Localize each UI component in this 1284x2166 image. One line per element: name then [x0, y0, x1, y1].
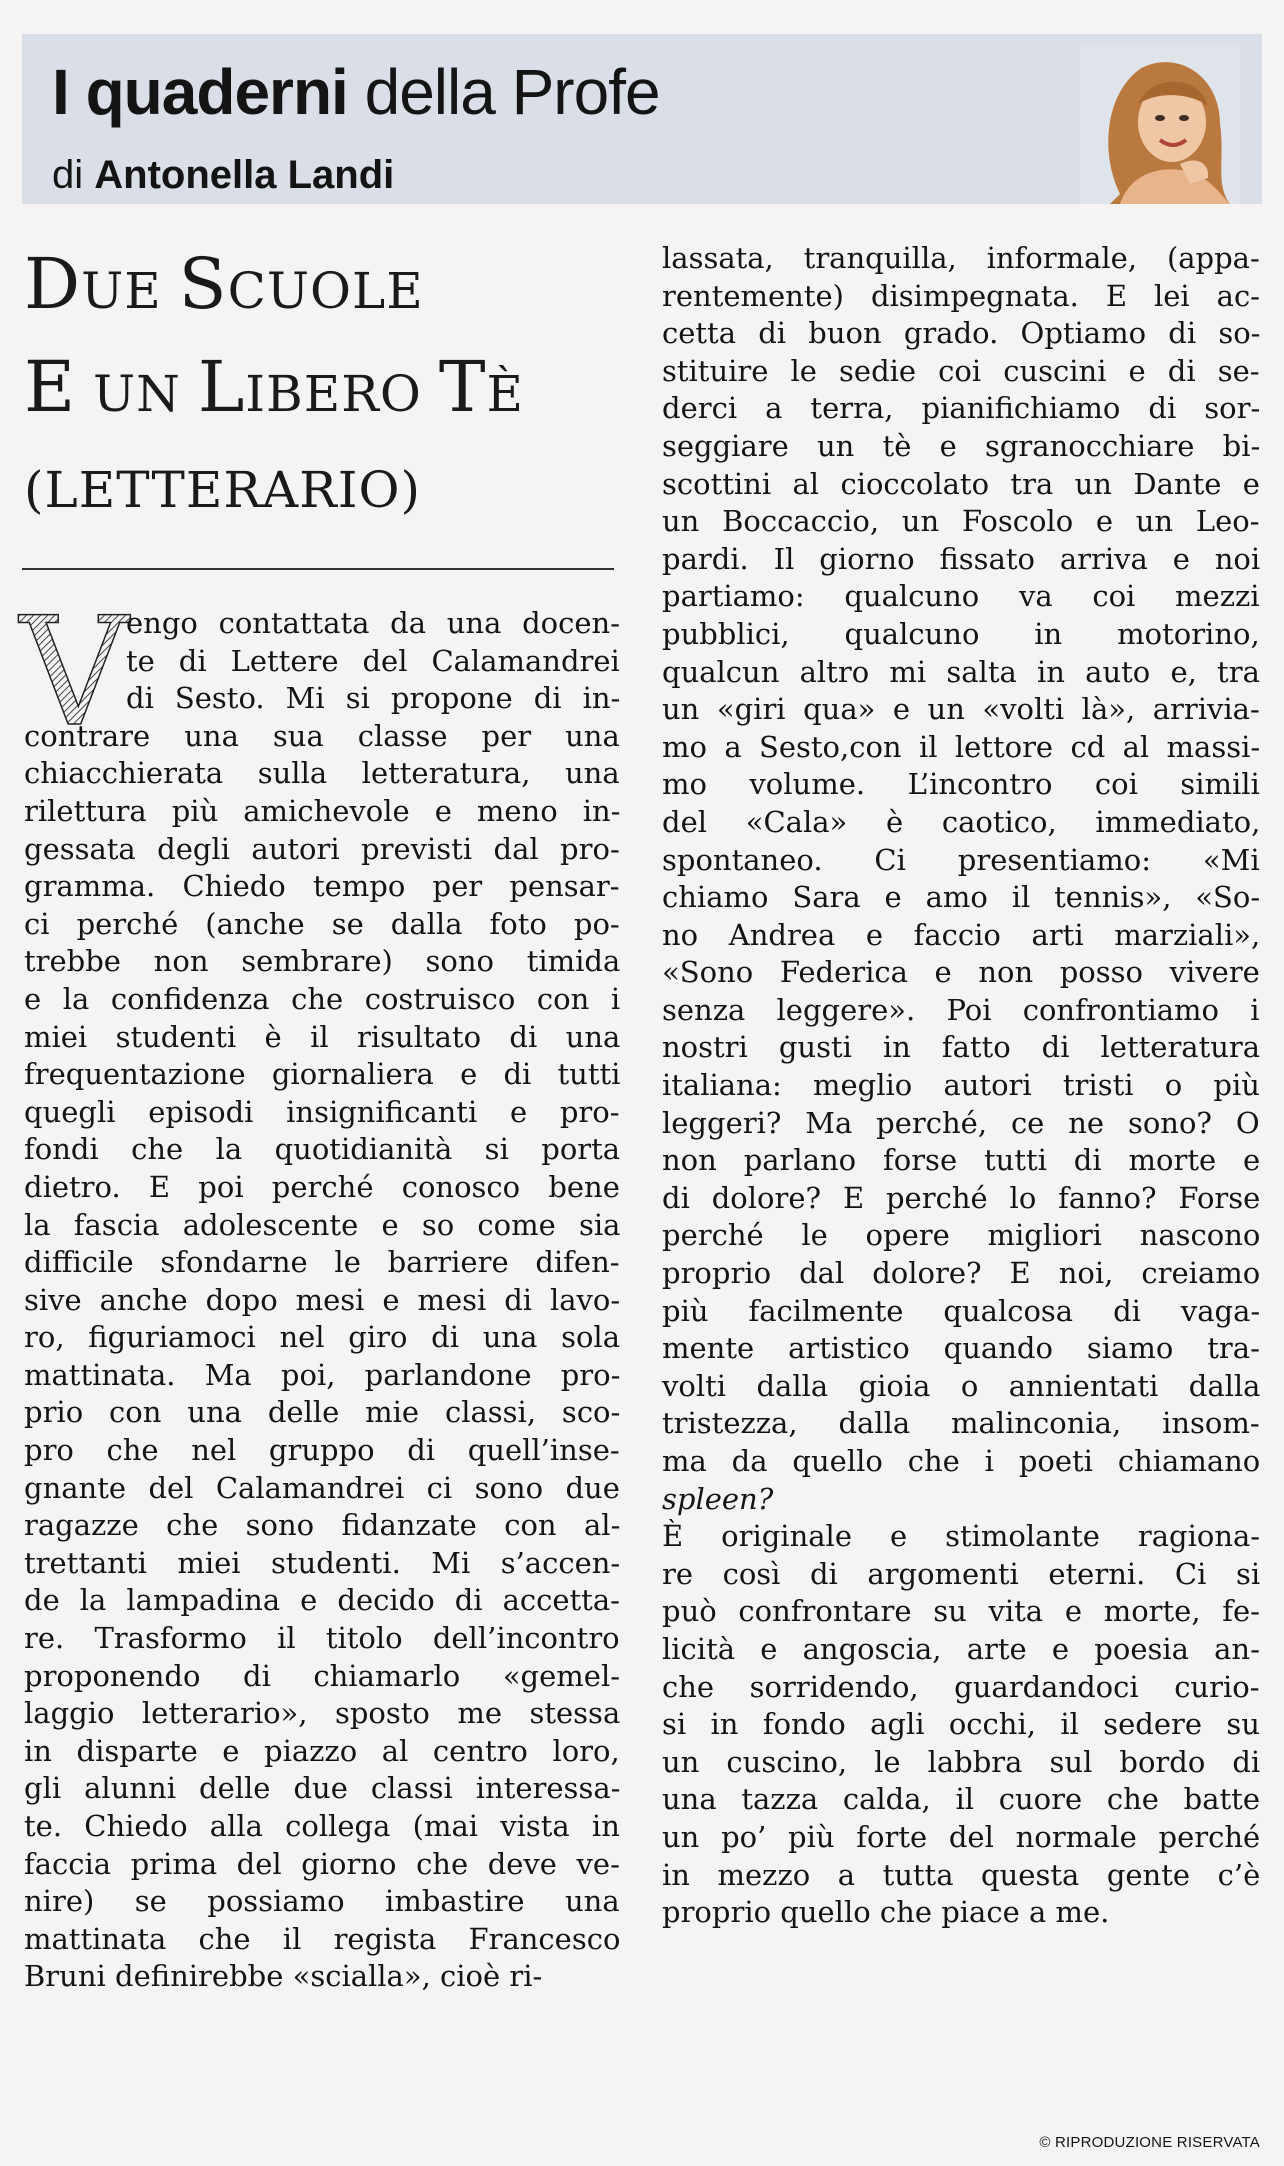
article-text-line: trebbe non sembrare) sono timida	[24, 944, 621, 979]
article-text-line: nostri gusti in fatto di letteratura	[662, 1030, 1261, 1065]
article-text-line: chiacchierata sulla letteratura, una	[24, 756, 620, 791]
drop-cap-glyph: V	[19, 586, 129, 760]
headline-text: IBERO	[245, 365, 422, 423]
headline-text: CUOLE	[227, 262, 424, 320]
article-text-line: qualcun altro mi salta in auto e, tra	[662, 654, 1260, 689]
article-text-line: la fascia adolescente e so come sia	[24, 1207, 621, 1242]
article-text-line: sive anche dopo mesi e mesi di lavo-	[24, 1282, 621, 1317]
article-text-line: rilettura più amichevole e meno in-	[24, 793, 621, 828]
article-text-line: te. Chiedo alla collega (mai vista in	[24, 1809, 620, 1843]
article-text-line: engo contattata da una docen-	[126, 606, 620, 640]
article-column-right	[662, 240, 1260, 1932]
article-text-line: re. Trasformo il titolo dell’incontro	[24, 1621, 620, 1656]
article-text-line: «Sono Federica e non posso vivere	[662, 955, 1260, 990]
article-text-line: mattinata. Ma poi, parlandone pro-	[24, 1357, 621, 1392]
article-text-line: italiana: meglio autori tristi o più	[662, 1068, 1260, 1103]
byline	[52, 152, 394, 198]
article-text-line: di Sesto. Mi si propone di in-	[126, 681, 621, 716]
article-text-line: senza leggere». Poi confrontiamo i	[662, 992, 1260, 1027]
headline-divider	[22, 568, 614, 570]
article-text-line: ma da quello che i poeti chiamano	[662, 1444, 1261, 1478]
article-text-line: licità e angoscia, arte e poesia an-	[662, 1631, 1260, 1666]
article-text-line: gnante del Calamandrei ci sono due	[24, 1470, 620, 1505]
article-text-line: mattinata che il regista Francesco	[24, 1921, 621, 1956]
article-text-line: un po’ più forte del normale perché	[662, 1819, 1261, 1854]
article-text-line: che sorridendo, guardandoci curio-	[662, 1669, 1260, 1704]
article-text-line: proprio dal dolore? E noi, creiamo	[662, 1256, 1261, 1291]
article-text-line: mo a Sesto,con il lettore cd al massi-	[662, 729, 1261, 764]
article-text-line: tristezza, dalla malinconia, insom-	[662, 1406, 1260, 1441]
headline-cap: L	[197, 346, 246, 428]
article-text-line: leggeri? Ma perché, ce ne sono? O	[662, 1105, 1260, 1140]
article-text-line: È originale e stimolante ragiona-	[662, 1519, 1261, 1554]
column-title-rest: della Profe	[364, 56, 660, 128]
article-text-line: contrare una sua classe per una	[24, 718, 620, 753]
article-text-line: prio con una delle mie classi, sco-	[24, 1395, 621, 1430]
article-text-line: volti dalla gioia o annientati dalla	[662, 1368, 1261, 1403]
article-text-line: seggiare un tè e sgranocchiare bi-	[662, 428, 1261, 463]
article-text-line: cetta di buon grado. Optiamo di so-	[662, 316, 1261, 351]
article-text-line: più facilmente qualcosa di vaga-	[662, 1293, 1261, 1328]
article-text-line: lassata, tranquilla, informale, (appa-	[662, 241, 1260, 275]
article-text-line: spleen?	[662, 1481, 774, 1516]
headline-cap: D	[24, 243, 82, 325]
article-text-line: rentemente) disimpegnata. E lei ac-	[662, 278, 1260, 313]
article-column-left	[24, 605, 620, 1996]
headline-cap: E	[24, 346, 77, 428]
article-text-line: ragazze che sono fidanzate con al-	[24, 1508, 621, 1543]
article-text-line: trettanti miei studenti. Mi s’accen-	[24, 1545, 621, 1580]
headline-line-2	[24, 339, 624, 442]
byline-prefix: di	[52, 153, 84, 197]
headline-text: UE	[81, 262, 162, 320]
article-text-line: fondi che la quotidianità si porta	[24, 1132, 621, 1167]
article-text-line: si in fondo agli occhi, il sedere su	[662, 1707, 1260, 1742]
article-text-line: mente artistico quando siamo tra-	[662, 1331, 1260, 1366]
headline-text: È	[486, 365, 525, 423]
article-text-line: in disparte e piazzo al centro loro,	[24, 1733, 620, 1768]
article-text-line: Bruni definirebbe «scialla», cioè ri-	[24, 1959, 543, 1994]
article-text-line: del «Cala» è caotico, immediato,	[662, 804, 1261, 839]
article-text-line: quegli episodi insignificanti e pro-	[24, 1094, 620, 1129]
article-text-line: partiamo: qualcuno va coi mezzi	[662, 579, 1260, 614]
article-text-line: ro, figuriamoci nel giro di una sola	[24, 1320, 621, 1355]
article-text-line: gramma. Chiedo tempo per pensar-	[24, 869, 620, 904]
article-text-line: un «giri qua» e un «volti là», arrivia-	[662, 692, 1260, 727]
article-text-line: pubblici, qualcuno in motorino,	[662, 616, 1260, 651]
article-text-line: perché le opere migliori nascono	[662, 1218, 1261, 1253]
article-text-line: scottini al cioccolato tra un Dante e	[662, 466, 1260, 501]
article-text-line: in mezzo a tutta questa gente c’è	[662, 1857, 1261, 1892]
article-text-line: un Boccaccio, un Foscolo e un Leo-	[662, 504, 1260, 539]
article-text-line: nire) se possiamo imbastire una	[24, 1884, 620, 1919]
article-text-line: pro che nel gruppo di quell’inse-	[24, 1433, 620, 1468]
author-portrait	[1080, 44, 1240, 204]
headline-line-3: (LETTERARIO)	[24, 461, 421, 519]
article-text-line: miei studenti è il risultato di una	[24, 1019, 621, 1054]
article-text-line: gessata degli autori previsti dal pro-	[24, 831, 620, 866]
article-text-line: no Andrea e faccio arti marziali»,	[662, 917, 1261, 952]
article-text-line: di dolore? E perché lo fanno? Forse	[662, 1180, 1261, 1215]
article-text-line: gli alunni delle due classi interessa-	[24, 1771, 621, 1806]
article-text-line: proponendo di chiamarlo «gemel-	[24, 1658, 621, 1693]
article-text-line: una tazza calda, il cuore che batte	[662, 1782, 1260, 1817]
article-text-line: chiamo Sara e amo il tennis», «So-	[662, 880, 1261, 915]
headline-cap: S	[178, 243, 228, 325]
article-text-line: ci perché (anche se dalla foto po-	[24, 906, 620, 941]
article-text-line: può confrontare su vita e morte, fe-	[662, 1594, 1260, 1629]
article-text-line: dietro. E poi perché conosco bene	[24, 1169, 620, 1204]
headline-line-1	[24, 236, 624, 339]
article-text-line: re così di argomenti eterni. Ci si	[662, 1556, 1261, 1591]
article-text-line: stituire le sedie coi cuscini e di se-	[662, 353, 1260, 388]
article-text-line: te di Lettere del Calamandrei	[126, 643, 620, 678]
article-text-line: de la lampadina e decido di accetta-	[24, 1583, 620, 1618]
article-text-line: un cuscino, le labbra sul bordo di	[662, 1744, 1261, 1779]
article-text-line: faccia prima del giorno che deve ve-	[24, 1846, 620, 1881]
column-title-bold: I quaderni	[52, 56, 348, 128]
author-name: Antonella Landi	[94, 153, 395, 197]
article-headline	[24, 236, 624, 538]
author-portrait-image	[1080, 44, 1240, 204]
article-text-line: frequentazione giornaliera e di tutti	[24, 1057, 621, 1092]
article-text-line: pardi. Il giorno fissato arriva e noi	[662, 541, 1261, 576]
article-text-line: derci a terra, pianifichiamo di sor-	[662, 391, 1261, 426]
article-text-line: difficile sfondarne le barriere difen-	[24, 1245, 620, 1280]
article-text-line: non parlano forse tutti di morte e	[662, 1143, 1261, 1178]
article-text-line: laggio letterario», sposto me stessa	[24, 1696, 621, 1731]
article-text-line: mo volume. L’incontro coi simili	[662, 767, 1260, 802]
copyright-notice: © RIPRODUZIONE RISERVATA	[1039, 2134, 1260, 2151]
headline-cap: T	[438, 346, 487, 428]
article-text-line: spontaneo. Ci presentiamo: «Mi	[662, 842, 1260, 877]
article-text-line: proprio quello che piace a me.	[662, 1895, 1110, 1930]
article-text-line: e la confidenza che costruisco con i	[24, 981, 621, 1016]
column-title	[52, 54, 660, 130]
headline-text: UN	[76, 365, 181, 423]
